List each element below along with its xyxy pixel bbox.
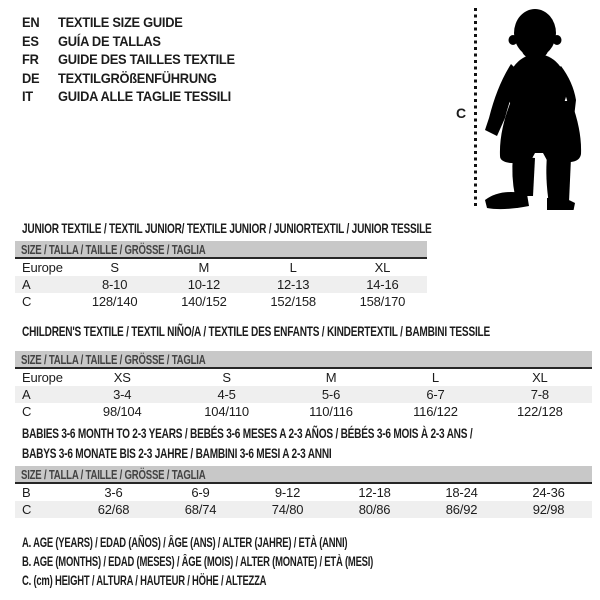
footnote-line (22, 533, 524, 552)
table-cell: 18-24 (445, 485, 478, 500)
table-cell: 86/92 (445, 502, 478, 517)
row-label: C (22, 404, 32, 419)
table-cell: 116/122 (413, 404, 458, 419)
table-cell: 80/86 (358, 502, 391, 517)
section-title (22, 322, 592, 342)
language-code: IT (22, 88, 33, 105)
table-cell: 68/74 (184, 502, 217, 517)
table-cell: 5-6 (321, 387, 341, 402)
size-header-text: SIZE / TALLA / TAILLE / GRÖSSE / TAGLIA (21, 466, 206, 482)
row-label: B (22, 485, 31, 500)
language-code: ES (22, 32, 39, 49)
footnote-text: A. AGE (YEARS) / EDAD (AÑOS) / ÂGE (ANS) / ALTER (JAHRE) / ETÀ (ANNI) (22, 535, 348, 550)
language-title: TEXTILE SIZE GUIDE (58, 14, 183, 30)
table-cell: 3-4 (113, 387, 132, 402)
table-cell: 110/116 (309, 404, 353, 419)
section-title (22, 219, 432, 239)
language-code: EN (22, 14, 40, 30)
table-cell: 4-5 (217, 387, 236, 402)
size-table (15, 351, 592, 420)
size-header-text: SIZE / TALLA / TAILLE / GRÖSSE / TAGLIA (21, 351, 206, 367)
baby-figure (0, 0, 600, 215)
table-row (15, 276, 427, 293)
table-cell: 6-9 (191, 485, 210, 500)
row-label: A (22, 277, 31, 292)
table-row (15, 484, 592, 501)
table-row (15, 501, 592, 518)
section-title (22, 444, 592, 464)
table-cell: 62/68 (97, 502, 130, 517)
size-header-bar (15, 241, 427, 257)
language-title: GUÍA DE TALLAS (58, 32, 161, 49)
table-cell: 14-16 (366, 277, 399, 292)
table-cell: XS (113, 370, 131, 385)
baby-silhouette-icon (483, 6, 598, 210)
table-cell: 12-18 (358, 485, 391, 500)
table-cell: 3-6 (104, 485, 123, 500)
table-cell: 128/140 (91, 294, 138, 309)
table-row (15, 386, 592, 403)
size-header-bar (15, 351, 592, 367)
size-section (15, 219, 432, 309)
table-cell: 9-12 (274, 485, 301, 500)
table-cell: XL (532, 370, 548, 385)
table-cell: 152/158 (270, 294, 316, 309)
height-measure-line (474, 8, 477, 208)
table-cell: 24-36 (532, 485, 565, 500)
language-code: DE (22, 69, 40, 86)
table-cell: 10-12 (187, 277, 220, 292)
table-row (15, 259, 427, 276)
table-cell: 12-13 (277, 277, 310, 292)
table-row (15, 293, 427, 310)
section-title-text: BABYS 3-6 MONATE BIS 2-3 JAHRE / BAMBINI 3-6 MESI A 2-3 ANNI (22, 444, 332, 461)
size-header-bar (15, 466, 592, 482)
table-cell: 140/152 (181, 294, 227, 309)
language-title: TEXTILGRÖßENFÜHRUNG (58, 69, 217, 86)
language-title: GUIDE DES TAILLES TEXTILE (58, 51, 235, 68)
footnote-text: C. (cm) HEIGHT / ALTURA / HAUTEUR / HÖHE / ALTEZZA (22, 573, 267, 588)
footnotes (22, 533, 524, 590)
table-row (15, 369, 592, 386)
language-title: GUIDA ALLE TAGLIE TESSILI (58, 88, 231, 105)
table-cell: 8-10 (102, 277, 128, 292)
table-cell: M (198, 260, 210, 275)
row-label: Europe (22, 370, 63, 385)
footnote-line (22, 552, 524, 571)
table-cell: 158/170 (359, 294, 406, 309)
table-cell: M (325, 370, 337, 385)
section-title-text: BABIES 3-6 MONTH TO 2-3 YEARS / BEBÉS 3-6 MESES A 2-3 AÑOS / BÉBÉS 3-6 MOIS À 2-3 ANS / (22, 425, 473, 441)
table-row (15, 403, 592, 420)
table-cell: 6-7 (426, 387, 445, 402)
table-cell: S (222, 370, 231, 385)
size-section (15, 424, 592, 517)
row-label: C (22, 294, 32, 309)
table-cell: 104/110 (204, 404, 249, 419)
table-cell: L (289, 260, 297, 275)
section-title-text: CHILDREN'S TEXTILE / TEXTIL NIÑO/A / TEXTILE DES ENFANTS / KINDERTEXTIL / BAMBINI TESSILE (22, 323, 490, 339)
row-label: Europe (22, 260, 63, 275)
height-measure-label: C (456, 105, 467, 121)
row-label: C (22, 502, 32, 517)
table-cell: 7-8 (530, 387, 549, 402)
table-cell: 122/128 (517, 404, 563, 419)
language-code: FR (22, 51, 39, 68)
table-cell: 74/80 (271, 502, 304, 517)
size-table (15, 466, 592, 518)
row-label: A (22, 387, 31, 402)
size-section (15, 322, 592, 419)
section-title (22, 424, 592, 444)
size-table (15, 241, 427, 310)
table-cell: 98/104 (102, 404, 142, 419)
table-cell: L (431, 370, 439, 385)
table-cell: S (110, 260, 119, 275)
footnote-line (22, 571, 524, 590)
size-header-text: SIZE / TALLA / TAILLE / GRÖSSE / TAGLIA (21, 241, 206, 257)
table-cell: 92/98 (532, 502, 565, 517)
section-title-text: JUNIOR TEXTILE / TEXTIL JUNIOR/ TEXTILE JUNIOR / JUNIORTEXTIL / JUNIOR TESSILE (22, 220, 432, 236)
table-cell: XL (374, 260, 391, 275)
footnote-text: B. AGE (MONTHS) / EDAD (MESES) / ÂGE (MOIS) / ALTER (MONATE) / ETÀ (MESI) (22, 554, 374, 569)
